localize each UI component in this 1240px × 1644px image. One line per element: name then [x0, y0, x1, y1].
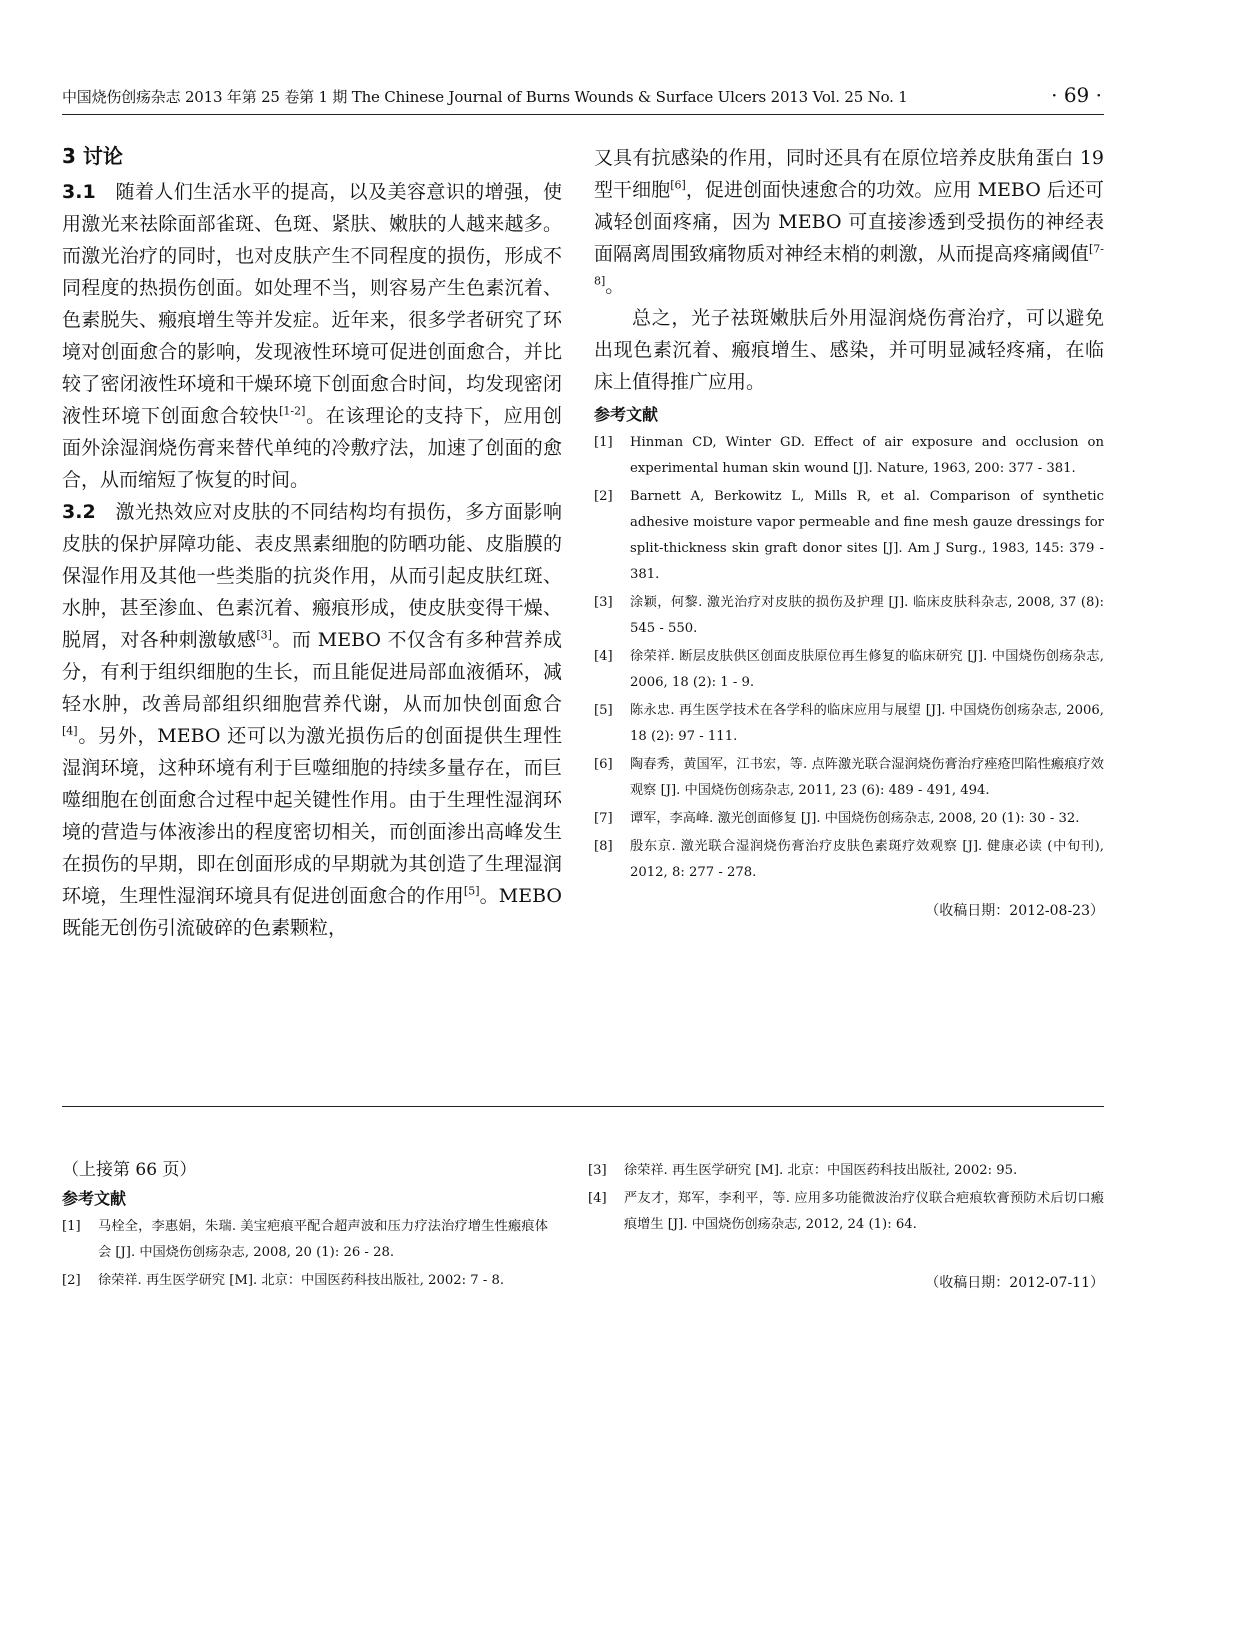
para-number: 3.1 [62, 181, 96, 203]
para-text: 。在该理论的支持下，应用创面外涂湿润烧伤膏来替代单纯的冷敷疗法，加速了创面的愈合，从而缩短了恢复的时间。 [62, 405, 562, 491]
reference-item [62, 1268, 548, 1294]
reference-item [594, 590, 1104, 642]
para-text: 。 [605, 275, 625, 297]
reference-text: 徐荣祥. 再生医学研究 [M]. 北京：中国医药科技出版社, 2002: 7 - 8. [98, 1273, 505, 1288]
reference-number: [4] [588, 1191, 607, 1206]
reference-text: Barnett A, Berkowitz L, Mills R, et al. Comparison of synthetic adhesive moisture vapor permeable and fine mesh gauze dressings for split-thickness skin graft donor sites [J]. Am J Surg., 1983, 145: 379 - 381. [630, 489, 1104, 582]
reference-item [594, 430, 1104, 482]
continued-reference-list-left [62, 1214, 548, 1294]
reference-text: 陈永忠. 再生医学技术在各学科的临床应用与展望 [J]. 中国烧伤创疡杂志, 2006, 18 (2): 97 - 111. [630, 703, 1104, 744]
reference-item [594, 644, 1104, 696]
reference-text: 殷东京. 激光联合湿润烧伤膏治疗皮肤色素斑疗效观察 [J]. 健康必读 (中旬刊), 2012, 8: 277 - 278. [630, 839, 1104, 880]
references-title: 参考文献 [594, 405, 659, 424]
reference-item [594, 834, 1104, 886]
reference-number: [2] [594, 489, 613, 504]
reference-text: 涂颖，何黎. 激光治疗对皮肤的损伤及护理 [J]. 临床皮肤科杂志, 2008, 37 (8): 545 - 550. [630, 595, 1104, 636]
right-column [594, 142, 1104, 920]
paragraph-continued [594, 142, 1104, 302]
section-divider [62, 1106, 1104, 1107]
reference-text: 严友才，郑军，李利平，等. 应用多功能微波治疗仪联合疤痕软膏预防术后切口瘢痕增生 [J]. 中国烧伤创疡杂志, 2012, 24 (1): 64. [624, 1191, 1104, 1232]
continued-label: （上接第 66 页） [62, 1160, 197, 1180]
paragraph-conclusion: 总之，光子祛斑嫩肤后外用湿润烧伤膏治疗，可以避免出现色素沉着、瘢痕增生、感染，并可明显减轻疼痛，在临床上值得推广应用。 [594, 307, 1104, 393]
reference-item [588, 1158, 1104, 1184]
reference-text: 陶春秀，黄国军，江书宏，等. 点阵激光联合湿润烧伤膏治疗痤疮凹陷性瘢痕疗效观察 [J]. 中国烧伤创疡杂志, 2011, 23 (6): 489 - 491, 494. [630, 757, 1104, 798]
reference-number: [4] [594, 649, 613, 664]
reference-number: [6] [594, 757, 613, 772]
running-header [62, 83, 1102, 116]
citation[interactable]: [5] [463, 884, 480, 898]
reference-item [594, 752, 1104, 804]
para-number: 3.2 [62, 501, 96, 523]
reference-text: 徐荣祥. 断层皮肤供区创面皮肤原位再生修复的临床研究 [J]. 中国烧伤创疡杂志, 2006, 18 (2): 1 - 9. [630, 649, 1104, 690]
continued-received-date: （收稿日期：2012-07-11） [925, 1275, 1104, 1291]
para-text: 。另外，MEBO 还可以为激光损伤后的创面提供生理性湿润环境，这种环境有利于巨噬细胞的持续多量存在，而巨噬细胞在创面愈合过程中起关键性作用。由于生理性湿润环境的营造与体液渗出的程度密切相关，而创面渗出高峰发生在损伤的早期，即在创面形成的早期就为其创造了生理湿润环境，生理性湿润环境具有促进创面愈合的作用 [62, 725, 562, 907]
continued-left [62, 1158, 548, 1296]
reference-item [594, 698, 1104, 750]
reference-number: [5] [594, 703, 613, 718]
continued-references-title: 参考文献 [62, 1189, 127, 1208]
header-rule [62, 114, 1104, 115]
reference-item [594, 806, 1104, 832]
reference-text: 谭军，李高峰. 激光创面修复 [J]. 中国烧伤创疡杂志, 2008, 20 (1): 30 - 32. [630, 811, 1080, 826]
left-column [62, 142, 562, 944]
reference-number: [3] [588, 1163, 607, 1178]
continued-reference-list-right [588, 1158, 1104, 1238]
reference-number: [1] [594, 435, 613, 450]
reference-text: Hinman CD, Winter GD. Effect of air exposure and occlusion on experimental human skin wound [J]. Nature, 1963, 200: 377 - 381. [630, 435, 1104, 476]
running-head-text: 中国烧伤创疡杂志 2013 年第 25 卷第 1 期 The Chinese Journal of Burns Wounds & Surface Ulcers 2013 Vol. 25 No. 1 [62, 88, 908, 106]
reference-number: [2] [62, 1273, 81, 1288]
reference-number: [1] [62, 1219, 81, 1234]
para-text: 激光热效应对皮肤的不同结构均有损伤，多方面影响皮肤的保护屏障功能、表皮黑素细胞的防晒功能、皮脂膜的保湿作用及其他一些类脂的抗炎作用，从而引起皮肤红斑、水肿，甚至渗血、色素沉着、瘢痕形成，使皮肤变得干燥、脱屑，对各种刺激敏感 [62, 501, 562, 651]
reference-number: [7] [594, 811, 613, 826]
citation[interactable]: [3] [256, 628, 272, 642]
reference-item [62, 1214, 548, 1266]
reference-list [594, 430, 1104, 886]
para-text: 。MEBO 既能无创伤引流破碎的色素颗粒， [62, 885, 562, 939]
received-date: （收稿日期：2012-08-23） [925, 903, 1104, 919]
page-number: · 69 · [1051, 83, 1102, 107]
para-text: 随着人们生活水平的提高，以及美容意识的增强，使用激光来祛除面部雀斑、色斑、紧肤、嫩肤的人越来越多。而激光治疗的同时，也对皮肤产生不同程度的损伤，形成不同程度的热损伤创面。如处理不当，则容易产生色素沉着、色素脱失、瘢痕增生等并发症。近年来，很多学者研究了环境对创面愈合的影响，发现液性环境可促进创面愈合，并比较了密闭液性环境和干燥环境下创面愈合时间，均发现密闭液性环境下创面愈合较快 [62, 181, 562, 427]
para-text: 。而 MEBO 不仅含有多种营养成分，有利于组织细胞的生长，而且能促进局部血液循环，减轻水肿，改善局部组织细胞营养代谢，从而加快创面愈合 [62, 629, 562, 715]
reference-item [594, 484, 1104, 588]
reference-item [588, 1186, 1104, 1238]
reference-number: [8] [594, 839, 613, 854]
citation[interactable]: [4] [62, 724, 78, 738]
reference-text: 马栓全，李惠娟，朱瑞. 美宝疤痕平配合超声波和压力疗法治疗增生性瘢痕体会 [J]. 中国烧伤创疡杂志, 2008, 20 (1): 26 - 28. [98, 1219, 548, 1260]
para-text: 又具有抗感染的作用，同时还具有在原位培养皮肤角蛋白 19 型干细胞 [594, 147, 1104, 201]
paragraph-3-1 [62, 176, 562, 496]
reference-number: [3] [594, 595, 613, 610]
reference-text: 徐荣祥. 再生医学研究 [M]. 北京：中国医药科技出版社, 2002: 95. [624, 1163, 1018, 1178]
citation[interactable]: [6] [670, 178, 686, 192]
paragraph-3-2 [62, 496, 562, 944]
citation[interactable]: [1-2] [279, 404, 306, 418]
section-heading-discussion: 3 讨论 [62, 144, 123, 168]
continued-right [588, 1158, 1104, 1292]
citation[interactable]: [7-8] [594, 242, 1104, 288]
para-text: ，促进创面快速愈合的功效。应用 MEBO 后还可减轻创面疼痛，因为 MEBO 可直接渗透到受损伤的神经表面隔离周围致痛物质对神经末梢的刺激，从而提高疼痛阈值 [594, 179, 1104, 265]
